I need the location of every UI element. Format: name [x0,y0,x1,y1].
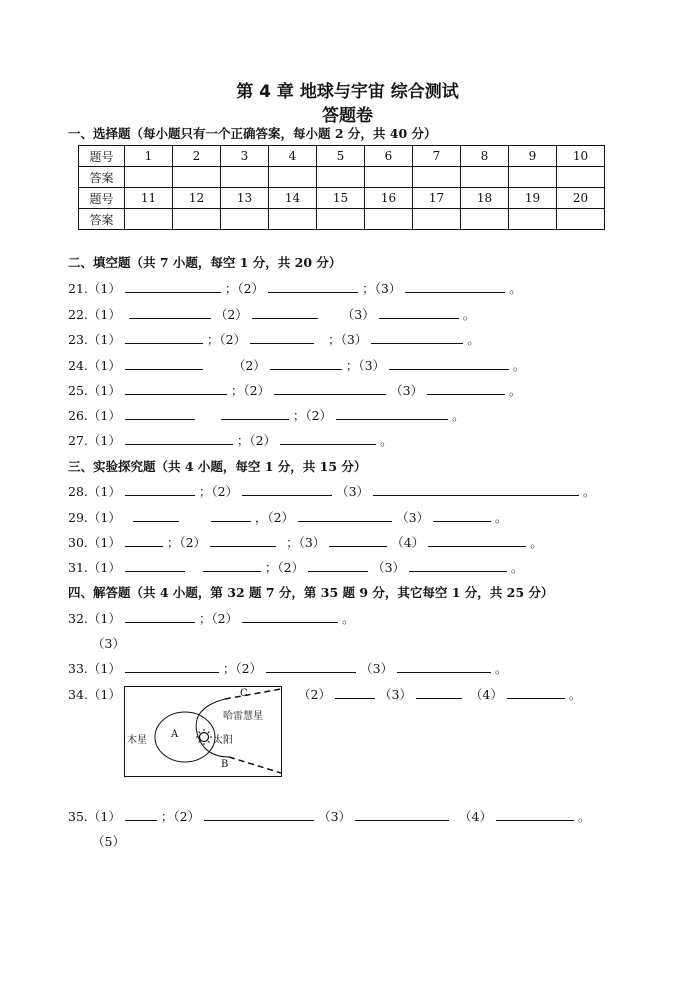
label-comet: 哈雷慧星 [223,711,263,722]
answer-cell[interactable] [221,209,269,230]
part-marker: （2） [235,661,263,676]
part-marker: （4） [391,535,425,550]
table-cell: 6 [365,146,413,167]
separator: 。 [452,408,465,423]
answer-blank[interactable] [270,357,342,370]
part-marker: （3） [372,560,406,575]
answer-cell[interactable] [413,167,461,188]
table-cell: 8 [461,146,509,167]
jupiter-orbit [155,712,215,762]
answer-blank[interactable] [433,509,491,522]
answer-blank[interactable] [373,483,579,496]
answer-blank[interactable] [335,686,375,699]
answer-blank[interactable] [405,280,505,293]
answer-cell[interactable] [173,209,221,230]
table-cell: 20 [557,188,605,209]
table-cell: 12 [173,188,221,209]
separator: 。 [511,560,524,575]
question-29 [68,508,508,526]
table-row-answers-1 [79,167,605,188]
question-35-part-5: （5） [92,834,125,849]
answer-blank[interactable] [242,610,338,623]
separator: 。 [380,433,393,448]
answer-blank[interactable] [250,331,314,344]
orbit-svg [125,687,281,776]
answer-blank[interactable] [210,534,276,547]
separator: 。 [513,358,526,373]
answer-blank[interactable] [298,509,392,522]
separator: 。 [495,661,508,676]
answer-blank[interactable] [308,559,368,572]
separator: ； [206,332,220,347]
answer-cell[interactable] [365,167,413,188]
question-34-parts [298,685,581,703]
question-34: 34.（1） [68,687,121,702]
label-a: A [171,729,179,740]
part-marker: （2） [232,358,266,373]
answer-blank[interactable] [125,331,203,344]
question-number: 28.（1） [68,484,121,499]
answer-blank[interactable] [379,306,459,319]
part-marker: （2） [277,560,305,575]
question-number: 31.（1） [68,560,121,575]
page-title: 第 4 章 地球与宇宙 综合测试 [236,82,459,102]
separator: ； [198,611,212,626]
answer-blank[interactable] [125,534,163,547]
table-cell: 9 [509,146,557,167]
part-marker: （3） [378,687,412,702]
answer-blank[interactable] [203,559,261,572]
separator: 。 [509,281,522,296]
answer-blank[interactable] [496,808,574,821]
question-26 [68,406,465,424]
answer-blank[interactable] [355,808,449,821]
answer-blank[interactable] [409,559,507,572]
answer-blank[interactable] [221,407,289,420]
question-28 [68,482,596,500]
answer-cell[interactable] [269,167,317,188]
answer-cell[interactable] [221,167,269,188]
question-32-part-3: （3） [92,636,125,651]
table-cell: 16 [365,188,413,209]
answer-blank[interactable] [252,306,318,319]
part-marker: （2） [305,408,333,423]
answer-cell[interactable] [317,209,365,230]
part-marker: （2） [298,687,331,702]
answer-blank[interactable] [268,280,358,293]
part-marker: （2） [173,809,201,824]
question-25 [68,381,522,399]
answer-blank[interactable] [242,483,332,496]
table-cell: 4 [269,146,317,167]
question-number: 21.（1） [68,281,121,296]
question-number: 25.（1） [68,383,121,398]
table-row-label: 答案 [79,209,125,230]
table-cell: 1 [125,146,173,167]
answer-blank[interactable] [204,808,314,821]
label-jupiter: 木星 [127,735,147,746]
separator: ； [166,535,180,550]
question-30 [68,533,543,551]
answer-cell[interactable] [269,209,317,230]
answer-blank[interactable] [125,432,233,445]
question-number: 26.（1） [68,408,121,423]
table-row-label: 答案 [79,167,125,188]
answer-blank[interactable] [397,660,491,673]
table-cell: 14 [269,188,317,209]
answer-cell[interactable] [557,167,605,188]
answer-blank[interactable] [507,686,565,699]
answer-blank[interactable] [129,306,211,319]
table-cell: 19 [509,188,557,209]
section-heading-fill: 二、填空题（共 7 小题，每空 1 分，共 20 分） [68,255,342,270]
part-marker: （3） [336,484,370,499]
table-cell: 5 [317,146,365,167]
answer-blank[interactable] [125,357,203,370]
answer-blank[interactable] [133,509,179,522]
comet-orbit-lower [229,757,281,773]
part-marker: （4） [469,687,503,702]
part-marker: （2） [249,433,277,448]
answer-blank[interactable] [125,660,219,673]
answer-blank[interactable] [125,407,195,420]
separator: ； [292,408,306,423]
comet-orbit-diagram [124,686,282,777]
question-number: 22.（1） [68,307,121,322]
section-heading-experiment: 三、实验探究题（共 4 小题，每空 1 分，共 15 分） [68,459,367,474]
separator: 。 [568,687,582,702]
answer-blank[interactable] [125,559,185,572]
part-marker: （3） [360,661,394,676]
question-32 [68,609,355,627]
question-23 [68,330,480,348]
answer-table [78,145,605,230]
table-row-label: 题号 [79,146,125,167]
question-35 [68,807,590,825]
part-marker: （4） [459,809,492,824]
separator: ； [236,433,250,448]
question-number: 23.（1） [68,332,121,347]
answer-blank[interactable] [336,407,448,420]
question-number: 27.（1） [68,433,121,448]
separator: ； [328,332,341,347]
separator: ； [230,383,244,398]
section-heading-solve: 四、解答题（共 4 小题，第 32 题 7 分，第 35 题 9 分，其它每空 1 分，共 25 分） [68,585,554,600]
question-number: 35.（1） [68,809,121,824]
part-marker: （2） [219,332,247,347]
question-24 [68,356,526,374]
page-subtitle: 答题卷 [322,106,373,126]
separator: 。 [462,307,476,322]
part-marker: （2） [237,281,265,296]
part-marker: （2） [211,611,239,626]
answer-cell[interactable] [557,209,605,230]
part-marker: （3） [340,332,368,347]
answer-blank[interactable] [125,280,221,293]
answer-blank[interactable] [427,382,505,395]
part-marker: （3） [396,510,430,525]
answer-blank[interactable] [416,686,462,699]
separator: ； [264,560,278,575]
table-cell: 7 [413,146,461,167]
answer-cell[interactable] [317,167,365,188]
separator: ； [345,358,359,373]
question-33 [68,659,508,677]
question-number: 24.（1） [68,358,121,373]
label-c: C [240,688,248,699]
question-27 [68,431,393,449]
table-cell: 2 [173,146,221,167]
part-marker: （2） [267,510,295,525]
question-number: 33.（1） [68,661,121,676]
table-cell: 10 [557,146,605,167]
answer-cell[interactable] [173,167,221,188]
separator: 。 [583,484,596,499]
answer-blank[interactable] [389,357,509,370]
answer-cell[interactable] [125,209,173,230]
separator: 。 [495,510,508,525]
answer-cell[interactable] [365,209,413,230]
answer-blank[interactable] [280,432,376,445]
part-marker: （2） [211,484,239,499]
table-row-answers-2 [79,209,605,230]
question-21 [68,279,522,297]
part-marker: （3） [298,535,326,550]
table-cell: 11 [125,188,173,209]
part-marker: （2） [179,535,207,550]
question-31 [68,558,524,576]
answer-blank[interactable] [125,382,227,395]
answer-blank[interactable] [274,382,386,395]
table-row-numbers-1 [79,146,605,167]
question-22 [68,305,475,323]
part-marker: （2） [243,383,271,398]
question-number: 30.（1） [68,535,121,550]
label-sun: 太阳 [213,735,233,746]
answer-cell[interactable] [461,167,509,188]
answer-blank[interactable] [266,660,356,673]
part-marker: （3） [374,281,402,296]
separator: 。 [342,611,355,626]
separator: 。 [530,535,543,550]
section-heading-choice: 一、选择题（每小题只有一个正确答案，每小题 2 分，共 40 分） [68,126,437,141]
answer-cell[interactable] [413,209,461,230]
table-row-label: 题号 [79,188,125,209]
separator: 。 [509,383,522,398]
answer-blank[interactable] [428,534,526,547]
table-cell: 17 [413,188,461,209]
part-marker: （3） [318,809,352,824]
table-cell: 13 [221,188,269,209]
question-number: 32.（1） [68,611,121,626]
part-marker: （3） [358,358,386,373]
separator: ； [224,281,238,296]
table-cell: 3 [221,146,269,167]
separator: 。 [577,809,591,824]
part-marker: （3） [390,383,424,398]
separator: 。 [467,332,480,347]
answer-cell[interactable] [509,209,557,230]
sun-icon [200,733,209,742]
separator: ； [198,484,212,499]
separator: ； [286,535,299,550]
answer-cell[interactable] [461,209,509,230]
table-row-numbers-2 [79,188,605,209]
answer-blank[interactable] [125,483,195,496]
answer-blank[interactable] [371,331,463,344]
question-number: 29.（1） [68,510,121,525]
answer-blank[interactable] [329,534,387,547]
answer-cell[interactable] [509,167,557,188]
separator: ； [362,281,375,296]
part-marker: （2） [214,307,248,322]
separator: ； [222,661,236,676]
comet-orbit-upper [225,689,281,699]
label-b: B [221,759,229,770]
part-marker: （3） [341,307,375,322]
table-cell: 18 [461,188,509,209]
answer-blank[interactable] [125,808,157,821]
table-cell: 15 [317,188,365,209]
separator: ， [254,510,268,525]
separator: ； [160,809,174,824]
answer-blank[interactable] [125,610,195,623]
answer-cell[interactable] [125,167,173,188]
answer-blank[interactable] [211,509,251,522]
